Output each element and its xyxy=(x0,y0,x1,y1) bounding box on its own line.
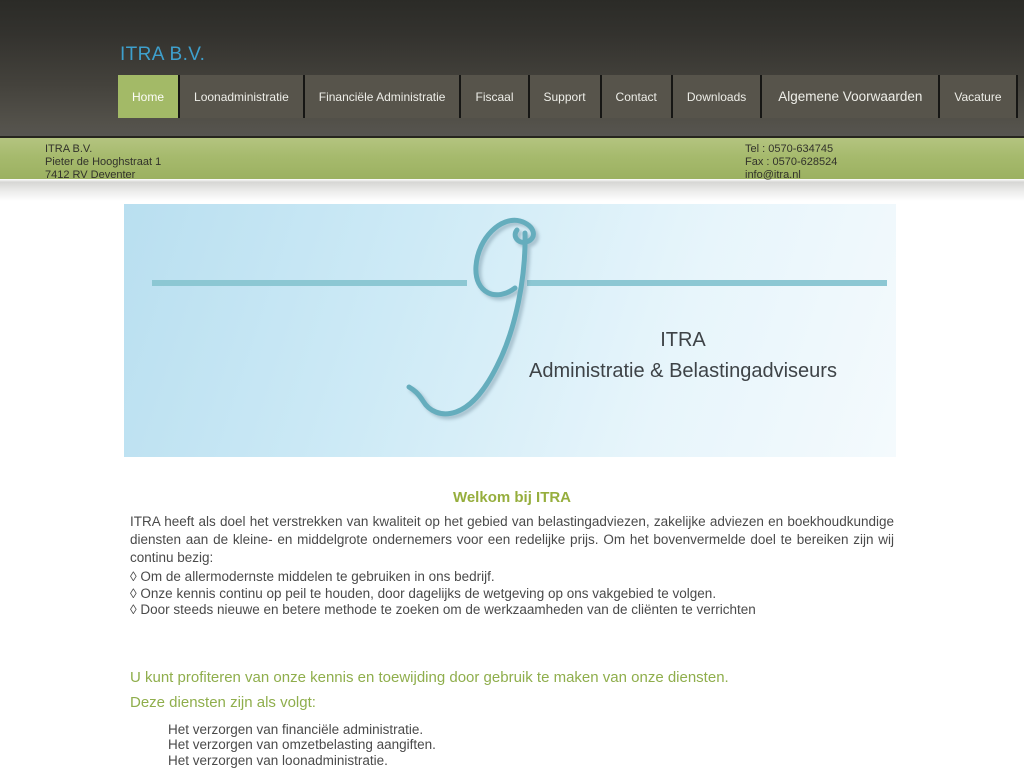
service-item: Het verzorgen van loonadministratie. xyxy=(168,752,388,768)
nav-tab-label: Fiscaal xyxy=(475,89,514,104)
goal-bullet-item: ◊ Onze kennis continu op peil te houden, door dagelijks de wetgeving op ons vakgebied te volgen. xyxy=(130,585,717,601)
company-contact xyxy=(745,143,837,182)
main-navigation xyxy=(118,75,1018,118)
promo-text xyxy=(130,665,894,716)
nav-tab-label: Downloads xyxy=(686,89,747,104)
address-line: 7412 RV Deventer xyxy=(45,169,136,181)
nav-tab[interactable] xyxy=(180,75,303,118)
nav-tab[interactable] xyxy=(461,75,527,118)
nav-tab-label: Home xyxy=(132,89,165,104)
contact-line: info@itra.nl xyxy=(745,169,801,181)
company-info-bar xyxy=(0,136,1024,179)
goal-bullet-item: ◊ Om de allermodernste middelen te gebruiken in ons bedrijf. xyxy=(130,569,495,584)
address-line: Pieter de Hooghstraat 1 xyxy=(45,156,162,168)
nav-tab[interactable] xyxy=(940,75,1015,118)
nav-tab-label: Financiële Administratie xyxy=(318,89,446,104)
welcome-heading: Welkom bij ITRA xyxy=(452,489,572,506)
logo-banner xyxy=(124,204,896,457)
main-content xyxy=(130,489,894,768)
contact-line: Tel : 0570-634745 xyxy=(745,143,834,155)
logo-title: ITRA xyxy=(660,329,706,351)
nav-tab[interactable] xyxy=(673,75,760,118)
nav-tab[interactable] xyxy=(305,75,460,118)
goal-bullet-list xyxy=(130,569,894,619)
contact-line: Fax : 0570-628524 xyxy=(745,156,838,168)
goal-bullet-item: ◊ Door steeds nieuwe en betere methode te zoeken om de werkzaamheden van de cliënten te verrichten xyxy=(130,602,756,617)
page-header xyxy=(0,0,1024,136)
nav-tab-label: Vacature xyxy=(954,89,1002,104)
nav-tab-label: Algemene Voorwaarden xyxy=(778,89,923,104)
nav-tab-label: Support xyxy=(543,89,586,104)
nav-tab[interactable] xyxy=(602,75,671,118)
promo-line: U kunt profiteren van onze kennis en toewijding door gebruik te maken van onze diensten. xyxy=(130,668,729,686)
nav-tab[interactable] xyxy=(530,75,600,118)
intro-paragraph: ITRA heeft als doel het verstrekken van kwaliteit op het gebied van belastingadviezen, zakelijke adviezen en boekhoudkundige diensten aan de kleine- en middelgrote ondernemers voor een redelijke prijs. Om het bovenvermelde doel te bereiken zijn wij continu bezig: xyxy=(130,514,894,565)
logo-wordmark xyxy=(453,325,913,387)
nav-tab[interactable] xyxy=(118,75,178,118)
company-address xyxy=(45,143,161,182)
nav-tab[interactable] xyxy=(762,75,938,118)
header-shadow xyxy=(0,179,1024,201)
nav-tab-label: Loonadministratie xyxy=(194,89,289,104)
service-item: Het verzorgen van financiële administratie. xyxy=(168,721,424,737)
services-list xyxy=(168,722,894,768)
logo-subtitle: Administratie & Belastingadviseurs xyxy=(529,360,837,382)
address-line: ITRA B.V. xyxy=(45,143,93,155)
nav-tab-label: Contact xyxy=(615,89,657,104)
service-item: Het verzorgen van omzetbelasting aangiften. xyxy=(168,737,436,752)
promo-line: Deze diensten zijn als volgt: xyxy=(130,694,316,711)
brand-title: ITRA B.V. xyxy=(120,44,206,65)
